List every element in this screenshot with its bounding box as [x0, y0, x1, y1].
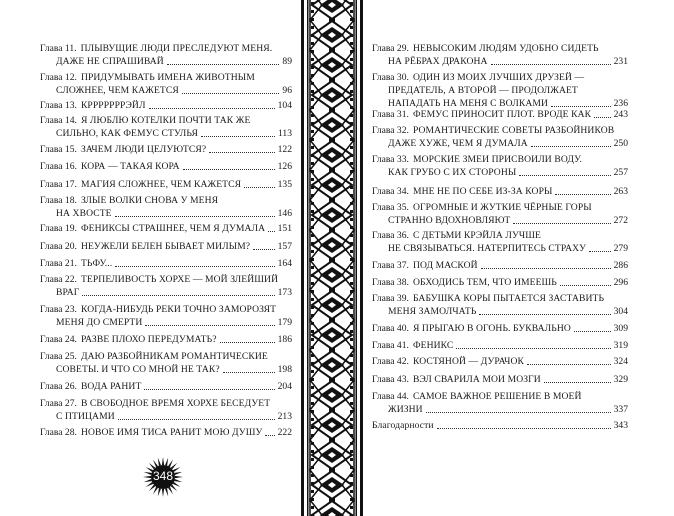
chapter-title: ФЕНИКС	[412, 340, 454, 351]
toc-entry	[40, 160, 292, 173]
toc-entry-line	[40, 350, 292, 363]
chapter-title: НЕУЖЕЛИ БЕЛЕН БЫВАЕТ МИЛЫМ?	[80, 241, 251, 252]
chapter-label: Глава 11.	[40, 43, 77, 54]
chapter-label: Глава 29.	[372, 43, 409, 54]
chapter-title: МОРСКИЕ ЗМЕИ ПРИСВОИЛИ ВОДУ.	[412, 154, 582, 165]
toc-entry	[40, 42, 292, 68]
chapter-label: Глава 37.	[372, 260, 409, 271]
toc-entry	[40, 99, 292, 112]
dot-leader	[201, 135, 275, 137]
toc-entry	[40, 114, 292, 140]
toc-entry	[40, 380, 292, 393]
toc-entry-line	[40, 99, 292, 112]
toc-entry-line	[40, 316, 292, 329]
chapter-label: Глава 26.	[40, 381, 77, 392]
dot-leader	[220, 341, 275, 343]
dot-leader	[544, 381, 611, 383]
chapter-page-number: 213	[277, 411, 292, 422]
dot-leader	[527, 363, 611, 365]
toc-entry	[40, 257, 292, 270]
toc-entry-line	[372, 124, 628, 137]
toc-entry	[40, 143, 292, 156]
chapter-page-number: 231	[613, 56, 628, 67]
chapter-title: НЕВЫСОКИМ ЛЮДЯМ УДОБНО СИДЕТЬ	[412, 43, 599, 54]
chapter-label: Глава 14.	[40, 115, 77, 126]
chapter-title: ДАЮ РАЗБОЙНИКАМ РОМАНТИЧЕСКИЕ	[80, 351, 268, 362]
chapter-title: БАБУШКА КОРЫ ПЫТАЕТСЯ ЗАСТАВИТЬ	[412, 293, 605, 304]
dot-leader	[145, 324, 274, 326]
dot-leader	[531, 145, 611, 147]
chapter-title: КАК ГРУБО С ИХ СТОРОНЫ	[388, 167, 517, 178]
toc-entry-line	[40, 55, 292, 68]
dot-leader	[456, 347, 610, 349]
toc-entry-line	[372, 153, 628, 166]
chapter-label: Глава 42.	[372, 356, 409, 367]
chapter-page-number: 296	[613, 277, 628, 288]
chapter-title: МНЕ НЕ ПО СЕБЕ ИЗ-ЗА КОРЫ	[412, 186, 553, 197]
chapter-title: НЕ СВЯЗЫВАТЬСЯ. НАТЕРПИТЕСЬ СТРАХУ	[388, 243, 587, 254]
dot-leader	[209, 151, 274, 153]
dot-leader	[265, 434, 274, 436]
chapter-title: Я ЛЮБЛЮ КОТЕЛКИ ПОЧТИ ТАК ЖЕ	[80, 115, 251, 126]
toc-entry	[372, 108, 628, 121]
chapter-title: СТРАННО ВДОХНОВЛЯЮТ	[388, 215, 511, 226]
chapter-page-number: 257	[613, 167, 628, 178]
toc-entry	[372, 419, 628, 432]
toc-entry-line	[372, 305, 628, 318]
chapter-label: Глава 23.	[40, 304, 77, 315]
chapter-page-number: 157	[277, 241, 292, 252]
chapter-title: ФЕМУС ПРИНОСИТ ПЛОТ. ВРОДЕ КАК	[412, 109, 592, 120]
toc-entry-line	[40, 222, 292, 235]
chapter-title: ПЛЫВУЩИЕ ЛЮДИ ПРЕСЛЕДУЮТ МЕНЯ.	[80, 43, 273, 54]
dot-leader	[437, 427, 611, 429]
toc-entry-line	[40, 207, 292, 220]
chapter-label: Глава 27.	[40, 398, 77, 409]
chapter-title: ВОДА РАНИТ	[80, 381, 142, 392]
chapter-page-number: 104	[277, 100, 292, 111]
chapter-label: Глава 20.	[40, 241, 77, 252]
dot-leader	[594, 116, 610, 118]
toc-entry	[372, 201, 628, 227]
chapter-page-number: 329	[613, 374, 628, 385]
chapter-title: ВРАГ	[56, 287, 80, 298]
toc-entry	[372, 71, 628, 110]
dot-leader	[481, 267, 611, 269]
toc-entry	[40, 333, 292, 346]
chapter-title: ТЬФУ...	[80, 258, 113, 269]
toc-entry	[40, 397, 292, 423]
chapter-label: Глава 44.	[372, 391, 409, 402]
toc-entry	[372, 42, 628, 68]
chapter-page-number: 324	[613, 356, 628, 367]
toc-entry-line	[372, 390, 628, 403]
chapter-title: НОВОЕ ИМЯ ТИСА РАНИТ МОЮ ДУШУ	[80, 427, 263, 438]
toc-entry-line	[372, 242, 628, 255]
toc-entry-line	[372, 137, 628, 150]
toc-entry-line	[40, 380, 292, 393]
chapter-page-number: 309	[613, 323, 628, 334]
toc-entry	[372, 339, 628, 352]
chapter-page-number: 173	[277, 287, 292, 298]
chapter-label: Глава 38.	[372, 277, 409, 288]
toc-entry-line	[372, 355, 628, 368]
chapter-label: Глава 28.	[40, 427, 77, 438]
toc-entry-line	[372, 55, 628, 68]
toc-entry-line	[40, 397, 292, 410]
toc-entry-line	[40, 178, 292, 191]
toc-entry-line	[40, 273, 292, 286]
toc-entry-line	[40, 127, 292, 140]
chapter-title: ЖИЗНИ	[388, 404, 423, 415]
chapter-label: Глава 36.	[372, 230, 409, 241]
toc-entry-line	[372, 403, 628, 416]
chapter-title: ДАЖЕ ХУЖЕ, ЧЕМ Я ДУМАЛА	[388, 138, 528, 149]
chapter-title: ОГРОМНЫЕ И ЖУТКИЕ ЧЁРНЫЕ ГОРЫ	[412, 202, 592, 213]
toc-entry-line	[40, 286, 292, 299]
chapter-page-number: 263	[613, 186, 628, 197]
chapter-title: НА РЁБРАХ ДРАКОНА	[388, 56, 488, 67]
chapter-page-number: 186	[277, 334, 292, 345]
dot-leader	[115, 215, 275, 217]
toc-entry	[40, 273, 292, 299]
toc-entry-line	[372, 108, 628, 121]
toc-entry-line	[372, 71, 628, 84]
chapter-title: ТЕРПЕЛИВОСТЬ ХОРХЕ — МОЙ ЗЛЕЙШИЙ	[80, 274, 279, 285]
toc-entry-line	[372, 84, 628, 97]
chapter-title: КРРРРРРРЭЙЛ	[80, 100, 146, 111]
toc-entry-line	[40, 410, 292, 423]
chapter-page-number: 286	[613, 260, 628, 271]
chapter-title: КОСТЯНОЙ — ДУРАЧОК	[412, 356, 525, 367]
chapter-label: Глава 24.	[40, 334, 77, 345]
dot-leader	[118, 418, 275, 420]
dot-leader	[82, 294, 274, 296]
toc-entry-line	[372, 42, 628, 55]
toc-entry-line	[372, 229, 628, 242]
chapter-title: КОГДА-НИБУДЬ РЕКИ ТОЧНО ЗАМОРОЗЯТ	[80, 304, 277, 315]
chapter-page-number: 146	[277, 208, 292, 219]
chapter-label: Глава 40.	[372, 323, 409, 334]
chapter-label: Глава 15.	[40, 144, 77, 155]
chapter-title: С ПТИЦАМИ	[56, 411, 115, 422]
dot-leader	[519, 174, 610, 176]
chapter-label: Глава 22.	[40, 274, 77, 285]
toc-entry-line	[372, 201, 628, 214]
toc-entry-line	[40, 143, 292, 156]
dot-leader	[253, 248, 274, 250]
dot-leader	[560, 284, 611, 286]
chapter-label: Глава 21.	[40, 258, 77, 269]
toc-entry-line	[372, 373, 628, 386]
chapter-page-number: 89	[282, 56, 292, 67]
chapter-page-number: 198	[277, 364, 292, 375]
chapter-page-number: 122	[277, 144, 292, 155]
chapter-label: Глава 18.	[40, 195, 77, 206]
toc-entry-line	[40, 303, 292, 316]
chapter-page-number: 96	[282, 85, 292, 96]
decorative-ornament-border	[300, 0, 364, 516]
chapter-title: ПРИДУМЫВАТЬ ИМЕНА ЖИВОТНЫМ	[80, 72, 255, 83]
chapter-page-number: 135	[277, 179, 292, 190]
chapter-page-number: 126	[277, 161, 292, 172]
chapter-title: МЕНЯ ЗАМОЛЧАТЬ	[388, 306, 477, 317]
chapter-label: Глава 33.	[372, 154, 409, 165]
chapter-title: ОБХОДИСЬ ТЕМ, ЧТО ИМЕЕШЬ	[412, 277, 557, 288]
toc-entry	[372, 124, 628, 150]
chapter-title: ПОД МАСКОЙ	[412, 260, 478, 271]
toc-entry-line	[40, 160, 292, 173]
toc-entry-line	[372, 339, 628, 352]
toc-entry-line	[40, 84, 292, 97]
chapter-page-number: 164	[277, 258, 292, 269]
toc-entry	[372, 322, 628, 335]
chapter-label: Глава 31.	[372, 109, 409, 120]
toc-entry-line	[372, 292, 628, 305]
chapter-page-number: 319	[613, 340, 628, 351]
chapter-label: Глава 17.	[40, 179, 77, 190]
toc-entry	[372, 390, 628, 416]
toc-entry	[40, 240, 292, 253]
chapter-title: Благодарности	[372, 420, 434, 431]
chapter-page-number: 243	[613, 109, 628, 120]
toc-entry	[372, 185, 628, 198]
dot-leader	[115, 265, 274, 267]
dot-leader	[183, 168, 275, 170]
chapter-title: В СВОБОДНОЕ ВРЕМЯ ХОРХЕ БЕСЕДУЕТ	[80, 398, 271, 409]
chapter-page-number: 250	[613, 138, 628, 149]
chapter-page-number: 279	[613, 243, 628, 254]
chapter-title: РОМАНТИЧЕСКИЕ СОВЕТЫ РАЗБОЙНИКОВ	[412, 125, 615, 136]
chapter-title: КОРА — ТАКАЯ КОРА	[80, 161, 180, 172]
chapter-title: ПРЕДАТЕЛЬ, А ВТОРОЙ — ПРОДОЛЖАЕТ	[388, 85, 578, 96]
dot-leader	[268, 230, 274, 232]
dot-leader	[479, 313, 610, 315]
chapter-label: Глава 34.	[372, 186, 409, 197]
dot-leader	[574, 330, 611, 332]
chapter-title: ЗАЧЕМ ЛЮДИ ЦЕЛУЮТСЯ?	[80, 144, 207, 155]
chapter-label: Глава 35.	[372, 202, 409, 213]
dot-leader	[167, 63, 280, 65]
toc-entry	[372, 229, 628, 255]
chapter-title: САМОЕ ВАЖНОЕ РЕШЕНИЕ В МОЕЙ	[412, 391, 582, 402]
chapter-page-number: 304	[613, 306, 628, 317]
chapter-title: МАГИЯ СЛОЖНЕЕ, ЧЕМ КАЖЕТСЯ	[80, 179, 242, 190]
toc-entry	[372, 355, 628, 368]
dot-leader	[555, 193, 610, 195]
chapter-label: Глава 16.	[40, 161, 77, 172]
toc-entry	[40, 178, 292, 191]
toc-entry	[40, 350, 292, 376]
toc-entry-line	[372, 419, 628, 432]
chapter-label: Глава 39.	[372, 293, 409, 304]
toc-entry-line	[40, 114, 292, 127]
chapter-title: ФЕНИКСЫ СТРАШНЕЕ, ЧЕМ Я ДУМАЛА	[80, 223, 266, 234]
toc-entry-line	[40, 257, 292, 270]
dot-leader	[426, 411, 611, 413]
page-number-badge	[142, 456, 184, 498]
toc-entry	[40, 194, 292, 220]
chapter-title: Я ПРЫГАЮ В ОГОНЬ. БУКВАЛЬНО	[412, 323, 571, 334]
chapter-title: С ДЕТЬМИ КРЭЙЛА ЛУЧШЕ	[412, 230, 541, 241]
toc-entry	[40, 426, 292, 439]
chapter-title: ВЭЛ СВАРИЛА МОИ МОЗГИ	[412, 374, 541, 385]
toc-entry	[372, 259, 628, 272]
chapter-label: Глава 12.	[40, 72, 77, 83]
toc-entry	[40, 222, 292, 235]
chapter-label: Глава 25.	[40, 351, 77, 362]
chapter-title: МЕНЯ ДО СМЕРТИ	[56, 317, 143, 328]
chapter-page-number: 151	[277, 223, 292, 234]
dot-leader	[244, 186, 274, 188]
chapter-label: Глава 43.	[372, 374, 409, 385]
toc-entry	[372, 276, 628, 289]
chapter-label: Глава 30.	[372, 72, 409, 83]
page-number: 348	[152, 469, 174, 483]
chapter-label: Глава 19.	[40, 223, 77, 234]
dot-leader	[144, 388, 274, 390]
toc-entry-line	[40, 194, 292, 207]
chapter-label: Глава 32.	[372, 125, 409, 136]
toc-entry-line	[372, 322, 628, 335]
toc-entry-line	[40, 240, 292, 253]
chapter-page-number: 179	[277, 317, 292, 328]
chapter-page-number: 204	[277, 381, 292, 392]
dot-leader	[182, 92, 280, 94]
toc-entry-line	[372, 276, 628, 289]
chapter-page-number: 236	[613, 98, 628, 109]
chapter-title: СОВЕТЫ. И ЧТО СО МНОЙ НЕ ТАК?	[56, 364, 220, 375]
toc-entry-line	[372, 166, 628, 179]
dot-leader	[513, 222, 610, 224]
toc-entry-line	[372, 185, 628, 198]
chapter-title: СИЛЬНО, КАК ФЕМУС СТУЛЬЯ	[56, 128, 198, 139]
dot-leader	[589, 250, 611, 252]
toc-entry	[40, 303, 292, 329]
toc-entry	[40, 71, 292, 97]
chapter-title: НАПАДАТЬ НА МЕНЯ С ВОЛКАМИ	[388, 98, 549, 109]
chapter-title: НА ХВОСТЕ	[56, 208, 112, 219]
chapter-title: ОДИН ИЗ МОИХ ЛУЧШИХ ДРУЗЕЙ —	[412, 72, 585, 83]
toc-entry-line	[40, 333, 292, 346]
chapter-page-number: 272	[613, 215, 628, 226]
toc-entry	[372, 373, 628, 386]
chapter-title: СЛОЖНЕЕ, ЧЕМ КАЖЕТСЯ	[56, 85, 179, 96]
toc-entry-line	[40, 426, 292, 439]
chapter-title: ДАЖЕ НЕ СПРАШИВАЙ	[56, 56, 164, 67]
toc-entry	[372, 153, 628, 179]
chapter-page-number: 113	[277, 128, 292, 139]
toc-entry-line	[40, 42, 292, 55]
toc-entry-line	[372, 214, 628, 227]
dot-leader	[491, 63, 611, 65]
chapter-title: РАЗВЕ ПЛОХО ПЕРЕДУМАТЬ?	[80, 334, 217, 345]
chapter-title: ЗЛЫЕ ВОЛКИ СНОВА У МЕНЯ	[80, 195, 219, 206]
toc-entry-line	[40, 71, 292, 84]
chapter-label: Глава 41.	[372, 340, 409, 351]
chapter-page-number: 343	[613, 420, 628, 431]
dot-leader	[551, 105, 611, 107]
toc-entry	[372, 292, 628, 318]
chapter-page-number: 222	[277, 427, 292, 438]
dot-leader	[223, 371, 275, 373]
toc-entry-line	[372, 259, 628, 272]
toc-entry-line	[40, 363, 292, 376]
chapter-page-number: 337	[613, 404, 628, 415]
chapter-label: Глава 13.	[40, 100, 77, 111]
dot-leader	[149, 107, 275, 109]
